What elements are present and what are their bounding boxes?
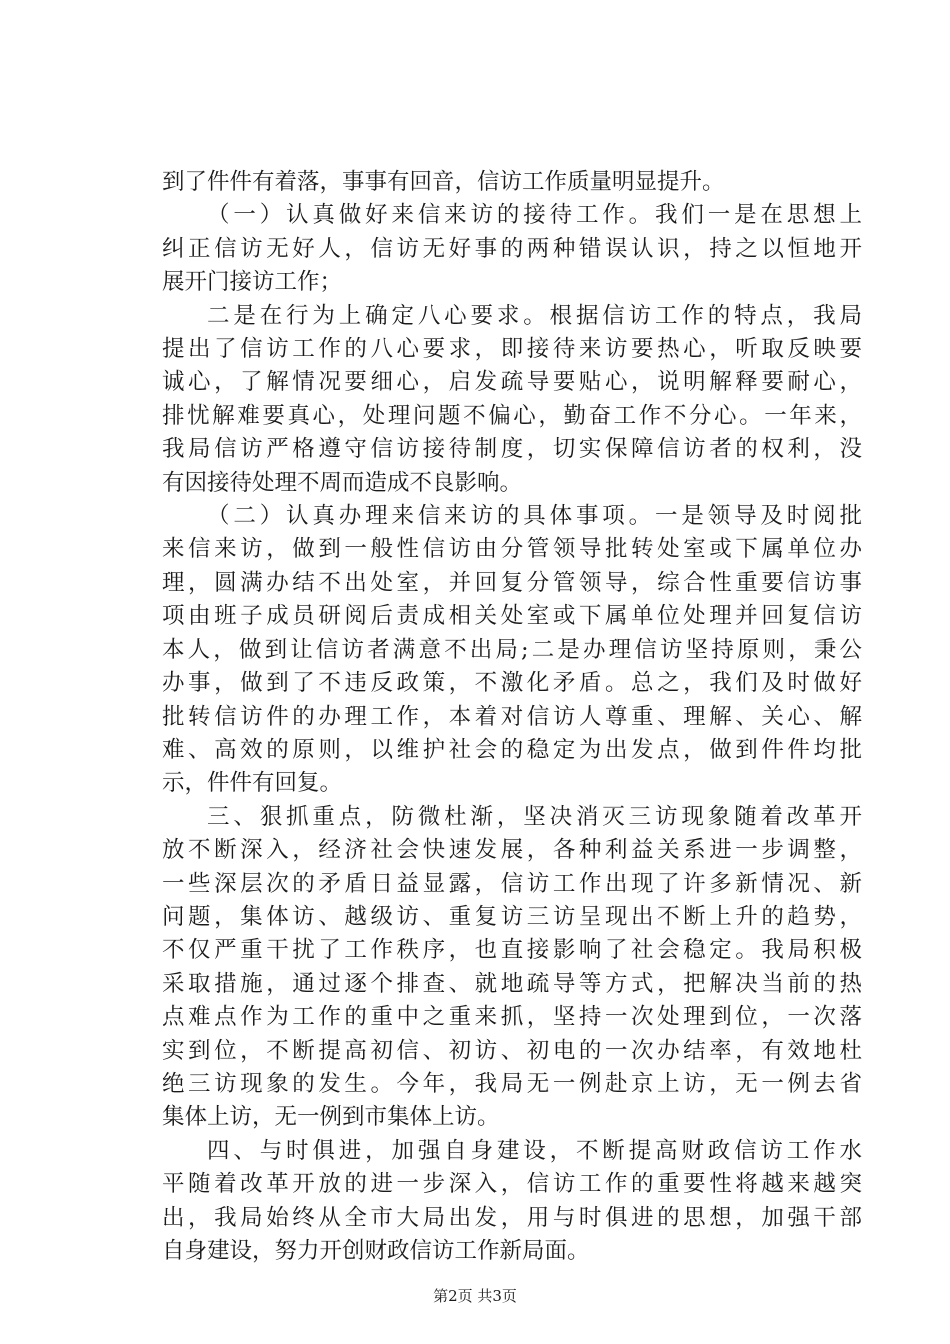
document-body <box>162 166 862 1268</box>
text-line: 不仅严重干扰了工作秩序，也直接影响了社会稳定。我局积极 <box>162 937 862 964</box>
text-line: 展开门接访工作； <box>162 269 343 296</box>
text-line: 平随着改革开放的进一步深入，信访工作的重要性将越来越突 <box>162 1171 862 1198</box>
paragraph-start-line: 四、与时俱进，加强自身建设，不断提高财政信访工作水 <box>207 1137 862 1164</box>
text-line: 问题，集体访、越级访、重复访三访呈现出不断上升的趋势， <box>162 903 862 930</box>
text-line: 出，我局始终从全市大局出发，用与时俱进的思想，加强干部 <box>162 1204 862 1231</box>
paragraph-start-line: （一）认真做好来信来访的接待工作。我们一是在思想上 <box>207 202 862 229</box>
text-line: 实到位，不断提高初信、初访、初电的一次办结率，有效地杜 <box>162 1037 862 1064</box>
text-line: 来信来访，做到一般性信访由分管领导批转处室或下属单位办 <box>162 536 862 563</box>
text-line: 排忧解难要真心，处理问题不偏心，勤奋工作不分心。一年来， <box>162 402 862 429</box>
text-line: 一些深层次的矛盾日益显露，信访工作出现了许多新情况、新 <box>162 870 862 897</box>
text-line: 办事，做到了不违反政策，不激化矛盾。总之，我们及时做好 <box>162 670 862 697</box>
text-line: 放不断深入，经济社会快速发展，各种利益关系进一步调整， <box>162 837 862 864</box>
text-line: 我局信访严格遵守信访接待制度，切实保障信访者的权利，没 <box>162 436 862 463</box>
text-line: 绝三访现象的发生。今年，我局无一例赴京上访，无一例去省 <box>162 1070 862 1097</box>
paragraph-start-line: （二）认真办理来信来访的具体事项。一是领导及时阅批 <box>207 503 862 530</box>
text-line: 自身建设，努力开创财政信访工作新局面。 <box>162 1238 590 1264</box>
paragraph-start-line: 三、狠抓重点，防微杜渐，坚决消灭三访现象随着改革开 <box>207 803 862 830</box>
text-line: 纠正信访无好人，信访无好事的两种错误认识，持之以恒地开 <box>162 235 862 262</box>
page-number-footer: 第2页 共3页 <box>433 1287 517 1305</box>
text-line: 采取措施，通过逐个排查、就地疏导等方式，把解决当前的热 <box>162 970 862 997</box>
text-line: 集体上访，无一例到市集体上访。 <box>162 1104 500 1131</box>
text-line: 项由班子成员研阅后责成相关处室或下属单位处理并回复信访 <box>162 603 862 630</box>
text-line: 提出了信访工作的八心要求，即接待来访要热心，听取反映要 <box>162 336 862 363</box>
text-line: 到了件件有着落，事事有回音，信访工作质量明显提升。 <box>162 169 725 195</box>
text-line: 点难点作为工作的重中之重来抓，坚持一次处理到位，一次落 <box>162 1004 862 1031</box>
text-line: 有因接待处理不周而造成不良影响。 <box>162 469 523 496</box>
text-line: 诚心，了解情况要细心，启发疏导要贴心，说明解释要耐心， <box>162 369 862 396</box>
text-line: 理，圆满办结不出处室，并回复分管领导，综合性重要信访事 <box>162 569 862 596</box>
text-line: 批转信访件的办理工作，本着对信访人尊重、理解、关心、解 <box>162 703 862 730</box>
paragraph-start-line: 二是在行为上确定八心要求。根据信访工作的特点，我局 <box>207 302 862 329</box>
text-line: 难、高效的原则，以维护社会的稳定为出发点，做到件件均批 <box>162 736 862 763</box>
text-line: 本人，做到让信访者满意不出局;二是办理信访坚持原则，秉公 <box>162 636 862 663</box>
text-line: 示，件件有回复。 <box>162 770 343 797</box>
